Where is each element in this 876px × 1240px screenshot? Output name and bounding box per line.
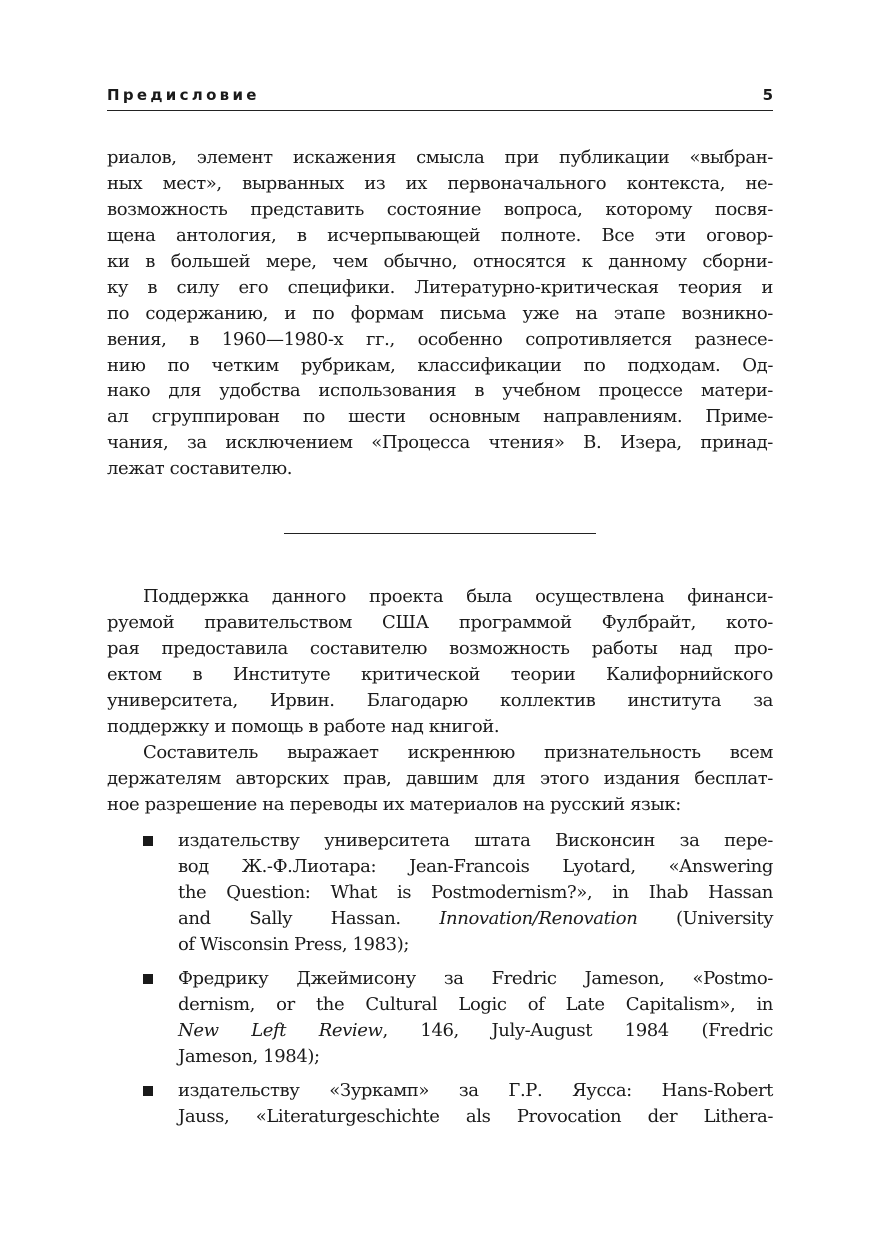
italic-title: Innovation/Renovation <box>439 907 638 929</box>
text-line: ки в большей мере, чем обычно, относятся к данному сборни- <box>107 250 773 272</box>
text-line: Поддержка данного проекта была осуществлена финанси- <box>143 586 773 607</box>
paragraph-rights-holders <box>107 740 773 818</box>
list-item-text <box>178 1078 773 1130</box>
text-line: нию по четким рубрикам, классификации по подходам. Од- <box>107 354 773 376</box>
text-line: ных мест», вырванных из их первоначального контекста, не- <box>107 172 773 194</box>
text-line <box>178 1018 773 1044</box>
text-line: чания, за исключением «Процесса чтения» В. Изера, принад- <box>107 432 773 454</box>
text-line: риалов, элемент искажения смысла при публикации «выбран- <box>107 147 773 168</box>
text-line: издательству университета штата Висконсин за пере- <box>178 830 773 851</box>
header-title: Предисловие <box>107 86 260 104</box>
text-line: руемой правительством США программой Фулбрайт, кото- <box>107 611 773 633</box>
list-item-text <box>178 966 773 1070</box>
text-line: вод Ж.-Ф.Лиотара: Jean-Francois Lyotard, «Answering <box>178 855 773 877</box>
text-run: , 146, July-August 1984 (Fredric <box>382 1019 773 1041</box>
list-item-text <box>178 828 773 958</box>
text-line: университета, Ирвин. Благодарю коллектив института за <box>107 689 773 711</box>
square-bullet-icon <box>143 1086 153 1096</box>
text-line: издательству «Зуркамп» за Г.Р. Яусса: Hans-Robert <box>178 1080 773 1101</box>
text-line: вения, в 1960—1980-х гг., особенно сопротивляется разнесе- <box>107 328 773 350</box>
text-line: ектом в Институте критической теории Калифорнийского <box>107 663 773 685</box>
text-line: Jauss, «Literaturgeschichte als Provocation der Lithera- <box>178 1105 773 1127</box>
text-line <box>178 906 773 932</box>
text-line: рая предоставила составителю возможность работы над про- <box>107 637 773 659</box>
section-divider <box>284 533 596 534</box>
text-line: поддержку и помощь в работе над книгой. <box>107 715 500 737</box>
text-line: of Wisconsin Press, 1983); <box>178 933 410 955</box>
text-line: ку в силу его специфики. Литературно-критическая теория и <box>107 276 773 298</box>
text-line: the Question: What is Postmodernism?», in Ihab Hassan <box>178 881 773 903</box>
paragraph-continuation <box>107 145 773 482</box>
text-run: (University <box>637 907 773 929</box>
square-bullet-icon <box>143 836 153 846</box>
text-line: по содержанию, и по формам письма уже на этапе возникно- <box>107 302 773 324</box>
text-line: ное разрешение на переводы их материалов на русский язык: <box>107 793 681 815</box>
text-line: нако для удобства использования в учебном процессе матери- <box>107 380 773 402</box>
italic-title: New Left Review <box>178 1019 383 1041</box>
paragraph-acknowledgement <box>107 584 773 740</box>
text-line: Jameson, 1984); <box>178 1045 320 1067</box>
running-header <box>107 86 773 111</box>
text-line: лежат составителю. <box>107 458 293 480</box>
square-bullet-icon <box>143 974 153 984</box>
page-number: 5 <box>762 86 773 104</box>
text-line: держателям авторских прав, давшим для этого издания бесплат- <box>107 767 773 789</box>
text-line: Фредрику Джеймисону за Fredric Jameson, «Postmo- <box>178 968 773 989</box>
text-line: щена антология, в исчерпывающей полноте. Все эти оговор- <box>107 224 773 246</box>
text-line: Составитель выражает искреннюю признательность всем <box>143 742 773 763</box>
text-line: возможность представить состояние вопроса, которому посвя- <box>107 198 773 220</box>
text-line: dernism, or the Cultural Logic of Late Capitalism», in <box>178 993 773 1015</box>
text-line: ал сгруппирован по шести основным направлениям. Приме- <box>107 406 773 428</box>
text-run: and Sally Hassan. <box>178 907 440 929</box>
